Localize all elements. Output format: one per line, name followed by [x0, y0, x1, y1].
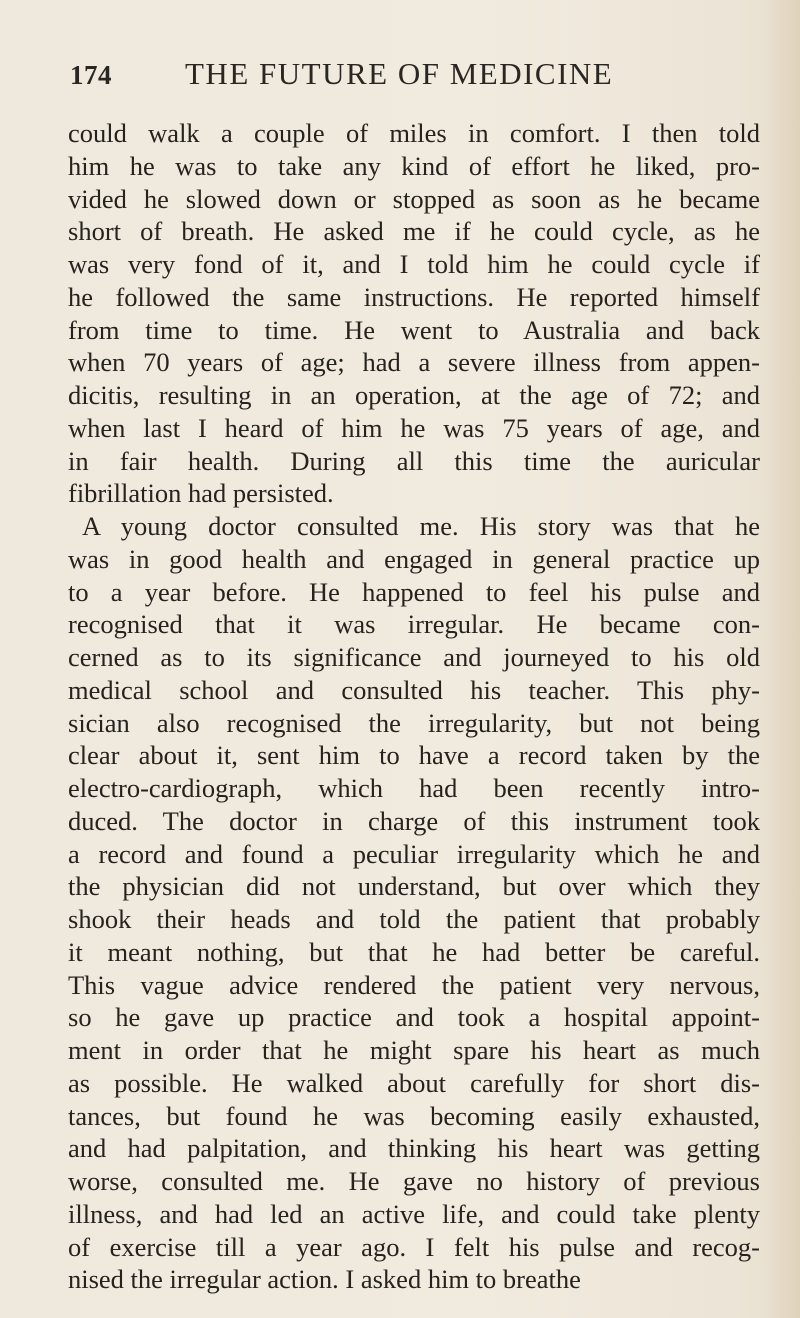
text-line: tances, but found he was becoming easily exhausted,: [68, 1100, 760, 1131]
running-title: THE FUTURE OF MEDICINE: [185, 56, 614, 91]
text-line: electro-cardiograph, which had been recently intro-: [68, 773, 760, 803]
text-line: shook their heads and told the patient that probably: [68, 904, 760, 934]
text-line: recognised that it was irregular. He became con-: [68, 609, 760, 640]
text-line: A young doctor consulted me. His story was that he: [82, 511, 760, 541]
text-line: so he gave up practice and took a hospital appoint-: [68, 1002, 760, 1033]
text-line: nised the irregular action. I asked him to breathe: [68, 1264, 581, 1295]
page-edge-shadow: [764, 0, 800, 1318]
text-line: clear about it, sent him to have a record taken by the: [68, 740, 760, 771]
text-line: This vague advice rendered the patient very nervous,: [68, 969, 760, 1000]
text-line: medical school and consulted his teacher. This phy-: [68, 674, 760, 705]
text-line: him he was to take any kind of effort he liked, pro-: [68, 150, 760, 181]
text-line: and had palpitation, and thinking his heart was getting: [68, 1133, 760, 1164]
text-line: when last I heard of him he was 75 years of age, and: [68, 412, 760, 443]
body-text: [68, 117, 760, 1296]
text-line: the physician did not understand, but over which they: [68, 871, 760, 902]
text-line: could walk a couple of miles in comfort. I then told: [68, 118, 760, 148]
page-number: 174: [70, 60, 112, 90]
text-line: when 70 years of age; had a severe illness from appen-: [68, 347, 760, 378]
page-header: [70, 50, 760, 100]
text-line: cerned as to its significance and journeyed to his old: [68, 642, 760, 672]
text-line: it meant nothing, but that he had better be careful.: [68, 936, 760, 967]
text-line: to a year before. He happened to feel his pulse and: [68, 576, 760, 607]
text-line: from time to time. He went to Australia and back: [68, 314, 760, 345]
text-line: was very fond of it, and I told him he could cycle if: [68, 249, 760, 279]
text-line: illness, and had led an active life, and could take plenty: [68, 1198, 760, 1229]
text-line: dicitis, resulting in an operation, at the age of 72; and: [68, 380, 760, 410]
text-line: sician also recognised the irregularity, but not being: [68, 707, 760, 738]
text-line: duced. The doctor in charge of this instrument took: [68, 805, 760, 836]
text-line: of exercise till a year ago. I felt his pulse and recog-: [68, 1231, 760, 1262]
text-line: fibrillation had persisted.: [68, 478, 334, 509]
text-line: in fair health. During all this time the auricular: [68, 445, 760, 476]
text-line: was in good health and engaged in general practice up: [68, 543, 760, 574]
text-line: worse, consulted me. He gave no history of previous: [68, 1166, 760, 1196]
text-line: short of breath. He asked me if he could cycle, as he: [68, 216, 760, 247]
text-line: a record and found a peculiar irregularity which he and: [68, 838, 760, 869]
text-line: as possible. He walked about carefully for short dis-: [68, 1067, 760, 1098]
text-line: vided he slowed down or stopped as soon as he became: [68, 183, 760, 214]
text-line: he followed the same instructions. He reported himself: [68, 281, 760, 312]
text-line: ment in order that he might spare his heart as much: [68, 1035, 760, 1065]
